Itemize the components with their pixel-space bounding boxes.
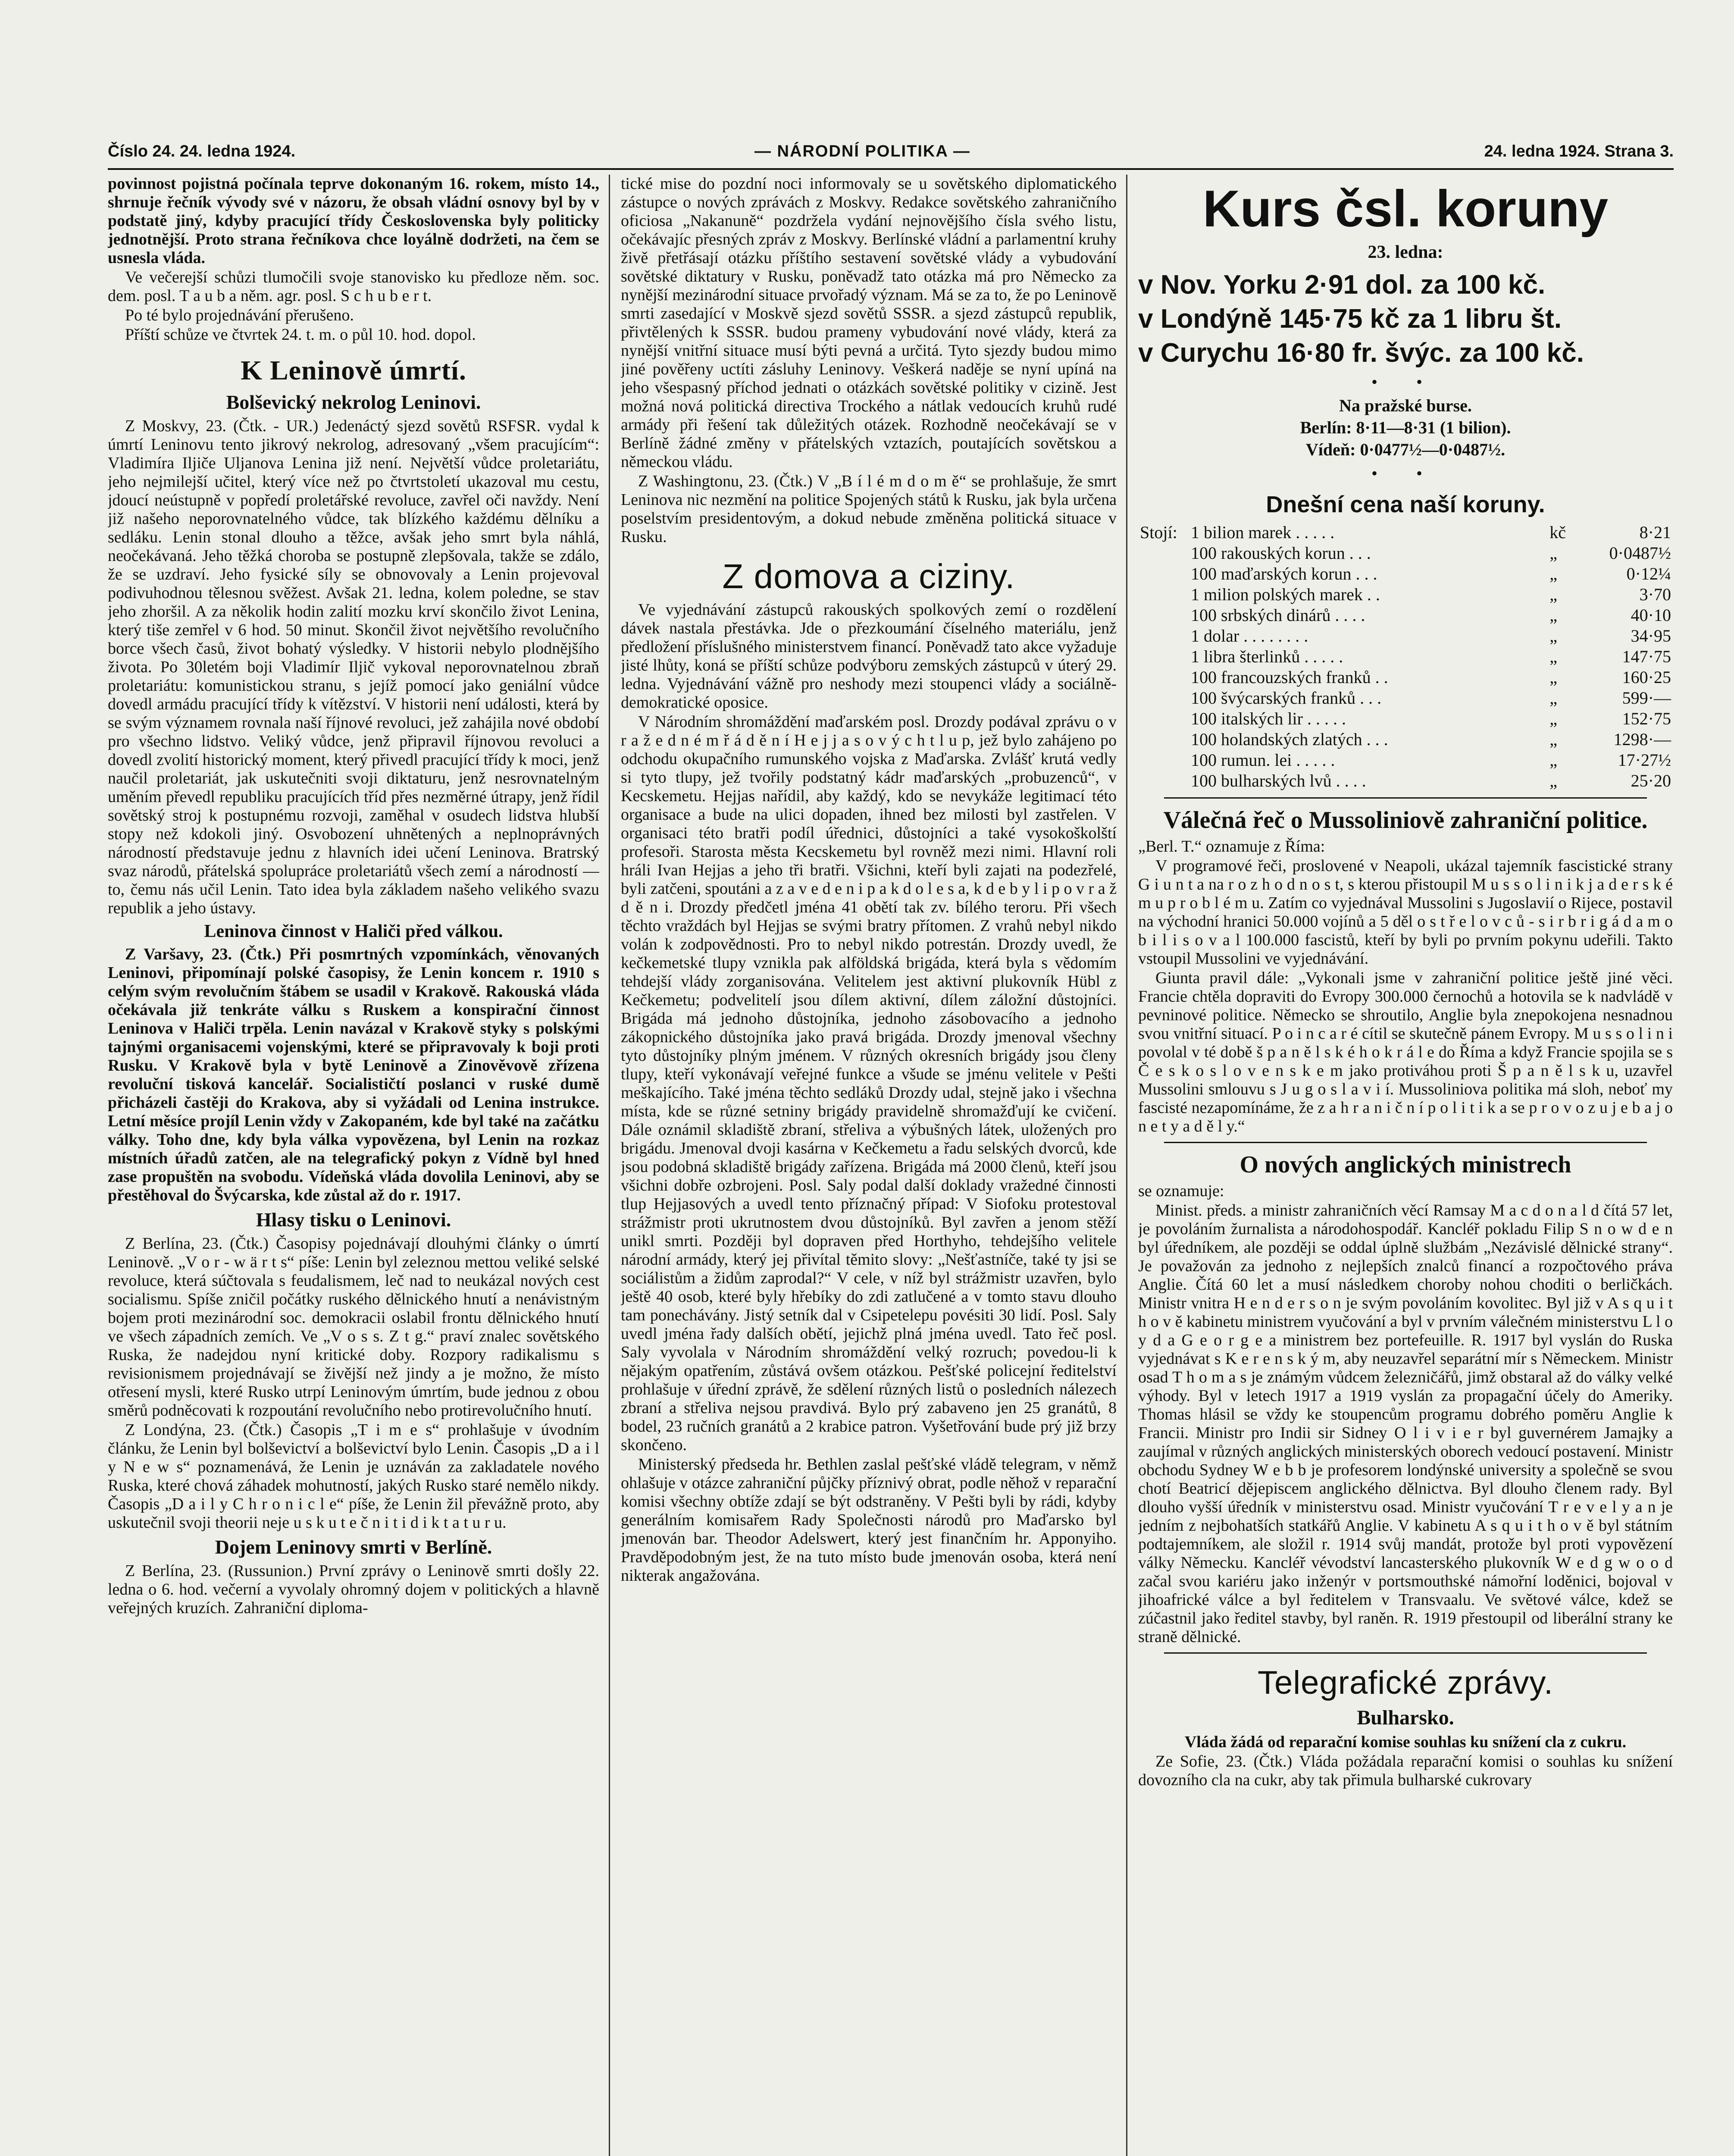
- currency-row: [1138, 646, 1673, 667]
- currency-name: 100 rakouských korun . . .: [1191, 543, 1371, 563]
- column-3: [1138, 175, 1673, 2156]
- paragraph: povinnost pojistná počínala teprve dokonaným 16. rokem, místo 14., shrnuje řečník vývody své v názoru, že obsah vládní osnovy byl by v podstatě jiný, kdyby pracující třídy Československa byly politicky jednotnější. Proto strana řečníkova chce loyálně dodržeti, na čem se usnesla vláda.: [108, 175, 599, 267]
- burse-title: Na pražské burse.: [1339, 396, 1472, 415]
- paragraph: Z Londýna, 23. (Čtk.) Časopis „T i m e s“ prohlašuje v úvodním článku, že Lenin byl bolševictví a bolševictví bylo Lenin. Časopis „D a i l y N e w s“ poznamenává, že Lenin je uznáván za zakladatele nového Ruska, které chová záhadek mohutností, jakých Rusko staré nemělo nikdy. Časopis „D a i l y C h r o n i c l e“ píše, že Lenin žil převážně proto, aby uskutečnil svoji theorii neje u s k u t e č n i t i d i k t a t u r u.: [108, 1421, 599, 1532]
- exchange-rate-title: Kurs čsl. koruny: [1202, 180, 1609, 238]
- headline: Z domova a ciziny.: [722, 557, 1015, 595]
- masthead: — NÁRODNÍ POLITIKA —: [754, 142, 970, 160]
- row-label: [1138, 605, 1189, 626]
- paragraph: Ve večerejší schůzi tlumočili svoje stanovisko ku předloze něm. soc. dem. posl. T a u b a něm. agr. posl. S c h u b e r t.: [108, 268, 599, 305]
- row-label: [1138, 584, 1189, 605]
- paragraph: Minist. předs. a ministr zahraničních věcí Ramsay M a c d o n a l d čítá 57 let, je povoláním žurnalista a národohospodář. Kancléř pokladu Filip S n o w d e n byl úředníkem, ale později se oddal úplně službám „Nezávislé dělnické strany“. Je považován za jednoho z nejlepších znalců financí a rozpočtového práva Anglie. Čítá 60 let a musí následkem choroby nohou choditi o berličkách. Ministr vnitra H e n d e r s o n je svým povoláním kovolitec. Byl již v A s q u i t h o v ě kabinetu ministrem vyučování a byl v prvním válečném ministerstvu L l o y d a G e o r g e a ministrem bez portefeuille. R. 1917 byl vyslán do Ruska vyjednávat s K e r e n s k ý m, aby neuzavřel separátní mír s Německem. Ministr osad T h o m a s je známým vůdcem železničářů, jimž obstaral až do války velké výhody. Byl v letech 1917 a 1919 vyslán za propagační účely do Ameriky. Thomas hlásil se vždy ke stoupencům programu dobrého poměru Anglie k Francii. Ministr pro Indii sir Sidney O l i v i e r byl guvernérem Jamajky a zaujímal v různých anglických ministerských oborech vedoucí postavení. Ministr obchodu Sydney W e b b je profesorem londýnské university a společně se svou chotí Beatricí dějepiscem anglického dělnictva. Byl dlouho členem rady. Byl dlouho vyšší úředník v ministerstvu osad. Ministr vyučování T r e v e l y a n je jedním z nejbohatších statkářů Anglie. V kabinetu A s q u i t h o v ě byl státním podtajemníkem, ale složil r. 1914 svůj mandát, protože byl proti vypovězení války Německu. Kancléř vévodství lancasterského plukovník W e d g w o o d začal svou kariéru jako inženýr v portsmouthské námořní loděnici, bojoval v jihoafrické válce a byl ředitelem v Transvaalu. Ve světové válce, kdež se zúčastnil jako ředitel stavby, byl raněn. R. 1919 přestoupil od liberální strany ke straně dělnické.: [1138, 1201, 1673, 1646]
- currency-value: 152·75: [1622, 709, 1671, 728]
- currency-value: 147·75: [1622, 647, 1671, 666]
- headline: Válečná řeč o Mussoliniově zahraniční politice.: [1163, 807, 1648, 834]
- header-rule: [108, 168, 1674, 170]
- currency-unit: „: [1549, 543, 1557, 563]
- burse-vienna: Vídeň: 0·0477½—0·0487½.: [1305, 440, 1506, 459]
- currency-row: [1138, 750, 1673, 771]
- subheadline: Leninova činnost v Haliči před válkou.: [204, 921, 503, 941]
- paragraph: Ministerský předseda hr. Bethlen zaslal pešťské vládě telegram, v němž ohlašuje v otázce zahraniční půjčky příznivý obrat, podle něhož v reparační komisi všechny obtíže zdají se být odstraněny. V Pešti byli by rádi, kdyby generálním komisařem Rady Společnosti národů pro Maďarsko byl jmenován bar. Theodor Adelswert, který jest finančním hr. Apponyiho. Pravděpodobným jest, že na tuto místo bude jmenován osoba, která není nikterak angažována.: [621, 1455, 1117, 1585]
- currency-name: 100 holandských zlatých . . .: [1191, 730, 1388, 749]
- currency-value: 25·20: [1631, 771, 1671, 790]
- paragraph: V Národním shromáždění maďarském posl. Drozdy podával zprávu o v r a ž e d n é m ř á d ě n í H e j j a s o v ý c h t l u p, jež bylo zahájeno po odchodu okupačního rumunského vojska z Maďarska. Zvlášť krutá vedly si tyto tlupy, jež tvořily podstatný kádr maďarských „probuzenců“, v Kecskemetu. Hejjas nařídil, aby každý, kdo se nevykáže legitimací této organisace a bude na ulici dopaden, ihned bez milosti byl zastřelen. V organisaci této bratři podíl úřednici, důstojníci a také vysokoškolští profesoři. Starosta města Kecskemetu byl rovněž mezi nimi. Hlavní roli hráli Ivan Hejjas a jeho tři bratři. Všichni, kteří byli zajati na podezřelé, byli zatčeni, spoutáni a z a v e d e n i p a k d o l e s a, k d e b y l i p o v r a ž d ě n i. Drozdy předčetl jména 41 obětí tak zv. bílého teroru. Při všech těchto vraždách byl Hejjas se svými bratry přítomen. Z vrahů nebyl nikdo volán k zodpovědnosti. Pro to nebyl nikdo potrestán. Drozdy uvedl, že kečkemetské tlupy vznikla pak alföldská brigáda, která byla s vědomím tehdejší vlády zorganisována. Velitelem jest aktivní plukovník Hübl z Kečkemetu; podvelitelí jsou dílem aktivní, dílem záložní důstojníci. Brigáda má jednoho důstojníka, jednoho zásobovacího a jednoho zákopnického důstojníka jako pravá brigáda. Drozdy jmenoval všechny tyto důstojníky plným jménem. V různých okresních brigády jsou členy tlupy, kteří vykonávají veřejné funkce a všude se jménu velitele v Pešti meškajícího. Také jména těchto sedláků Drozdy udal, stejně jako i všechna místa, kde se různé setniny brigády pravidelně shromažďují ke cvičení. Dále oznámil skladiště zbraní, střeliva a výbušných látek, uložených pro brigádu. Jmenoval dvoji kasárna v Kečkemetu a řadu selských dvorců, kde jsou podobná skladiště brigády zařízena. Brigáda má 2000 členů, kteří jsou všichni dobře ozbrojeni. Posl. Saly podal další doklady vražedné činnosti tlup Hejjasových a uvedl tento příznačný případ: V Siofoku protestoval strážmistr proti ukrutnostem dvou důstojníků. Byl zavřen a jenom stěží unikl smrti. Později byl dopraven před Horthyho, tehdejšího velitele národní armády, který jej přivítal těmito slovy: „Nešťastníče, také ty jsi se sociálistům a židům zaprodal?“ V cele, v níž byl strážmistr uzavřen, bylo ještě 40 osob, které byly hřebíky do zdi zatlučené a v tomto stavu dlouho tam ponechávány. Jistý setník dal v Csipetelepu povésiti 30 lidí. Posl. Saly uvedl jména řady dalších obětí, jejichž plná jména uvedl. Tato řeč posl. Saly vyvolala v Národním shromáždění velký rozruch; povedou-li k nějakým opatřením, zůstává ovšem otázkou. Pešťské policejní ředitelství prohlašuje v úřední zprávě, že sdělení různých listů o posledních nálezech zbraní a střeliva nejsou pravdivá. Bylo prý zabaveno jen 25 granátů, 8 bodel, 23 ručních granátů a 2 krabice patron. Vyšetřování bude prý již brzy skončeno.: [621, 713, 1117, 1454]
- currency-table-title: Dnešní cena naší koruny.: [1266, 492, 1545, 517]
- paragraph: Příští schůze ve čtvrtek 24. t. m. o půl 10. hod. dopol.: [125, 326, 476, 344]
- currency-unit: „: [1549, 585, 1557, 604]
- exchange-rate-line: v Nov. Yorku 2·91 dol. za 100 kč.: [1138, 270, 1546, 300]
- currency-value: 17·27½: [1618, 750, 1671, 770]
- paragraph: „Berl. T.“ oznamuje z Říma:: [1138, 837, 1325, 856]
- paragraph: tické mise do pozdní noci informovaly se u sovětského diplomatického zástupce o nových zprávách z Moskvy. Redakce sovětského zahraničního oficiosa „Nakanuně“ pozdržela vydání nejnovějšího čísla svého listu, očekávajíc přesných zpráv z Moskvy. Berlínské vládní a parlamentní kruhy živě přetřásají otázku příštího sestavení sovětské vlády a vybudování sovětské diktatury v Rusku, poněvadž tato otázka má pro Německo za nynější mezinárodní situace prvořadý význam. Má se za to, že po Leninově smrti zasedající v Moskvě sjezd sovětů SSSR. a sjezd zástupců republik, přivtělených k SSSR. budou prameny vybudování nové vlády, která za nynější vnitřní situace musí býti pevná a určitá. Tyto sjezdy budou mimo jiné pověřeny uctíti zásluhy Leninovy. Veškerá naděje se nyní upíná na jeho všespasný příchod jednati o otázkách sovětské politiky v cizině. Jest možná nová politická directiva Trockého a nátlak vedoucích kruhů rudé armády při řešení tak důležitých otázek. Rozhodně neočekávají se v Berlíně žádné změny v přátelských vztazích, poutajících sovětskou a německou vládu.: [621, 175, 1117, 471]
- currency-unit: „: [1549, 605, 1557, 625]
- currency-table: [1138, 522, 1673, 791]
- currency-value: 160·25: [1622, 667, 1671, 687]
- row-label: [1138, 667, 1189, 688]
- currency-name: 1 milion polských marek . .: [1191, 585, 1380, 604]
- currency-unit: „: [1549, 667, 1557, 687]
- row-label: [1138, 564, 1189, 584]
- row-label: Stojí:: [1140, 523, 1177, 542]
- row-label: [1138, 688, 1189, 708]
- currency-value: 0·12¼: [1626, 564, 1671, 583]
- subheadline: Bolševický nekrolog Leninovi.: [226, 391, 481, 413]
- paragraph: se oznamuje:: [1138, 1182, 1224, 1200]
- currency-row: [1138, 522, 1673, 543]
- currency-value: 40·10: [1631, 605, 1671, 625]
- issue-number: Číslo 24. 24. ledna 1924.: [108, 142, 296, 160]
- ornament: • •: [1371, 464, 1440, 483]
- currency-value: 0·0487½: [1609, 543, 1671, 563]
- currency-unit: „: [1549, 730, 1557, 749]
- row-label: [1138, 708, 1189, 729]
- currency-name: 100 maďarských korun . . .: [1191, 564, 1377, 583]
- currency-row: [1138, 667, 1673, 688]
- exchange-rate-line: v Londýně 145·75 kč za 1 libru št.: [1138, 304, 1562, 334]
- exchange-rate-date: 23. ledna:: [1368, 242, 1443, 262]
- subheadline: Vláda žádá od reparační komise souhlas ku snížení cla z cukru.: [1184, 1733, 1627, 1751]
- currency-unit: „: [1549, 564, 1557, 583]
- column-2: [621, 175, 1117, 2156]
- subheadline: Hlasy tisku o Leninovi.: [256, 1209, 451, 1231]
- currency-row: [1138, 708, 1673, 729]
- currency-row: [1138, 688, 1673, 708]
- subheadline: Dojem Leninovy smrti v Berlíně.: [215, 1536, 492, 1558]
- currency-row: [1138, 564, 1673, 584]
- column-1: [108, 175, 599, 2156]
- exchange-rate-line: v Curychu 16·80 fr. švýc. za 100 kč.: [1138, 338, 1584, 368]
- row-label: [1138, 750, 1189, 771]
- subheadline: Bulharsko.: [1357, 1706, 1454, 1729]
- paragraph: Ve vyjednávání zástupců rakouských spolkových zemí o rozdělení dávek nastala přestávka. Jde o přezkoumání číselného materiálu, jenž předložení příslušného ministerstvem financí. Poněvadž tato akce vyžaduje jisté lhůty, koná se příští schůze podvýboru zemských zástupců v úterý 29. ledna. Vyjednávání vážně pro neshody mezi stoupenci vlády a sociálně-demokratické oposice.: [621, 601, 1117, 711]
- divider: [1164, 797, 1647, 799]
- currency-row: [1138, 626, 1673, 646]
- row-label: [1138, 646, 1189, 667]
- currency-row: [1138, 605, 1673, 626]
- headline: O nových anglických ministrech: [1239, 1151, 1571, 1178]
- currency-value: 599·—: [1622, 688, 1671, 708]
- paragraph: Z Moskvy, 23. (Čtk. - UR.) Jedenáctý sjezd sovětů RSFSR. vydal k úmrtí Leninovu tento jikrový nekrolog, adresovaný „všem pracujícím“: Vladimíra Iljiče Uljanova Lenina již není. Největší vůdce proletariátu, jeho nejmilejší učitel, který více než po čtvrtstoletí ukazoval mu cestu, jdoucí neústupně v popředí proletářské revoluce, zavřel oči navždy. Není již našeho neporovnatelného vůdce, tak blízkého každému dělníku a sedláku. Lenin stonal dlouho a těžce, avšak jeho smrt byla náhlá, neočekávaná. Jeho těžká choroba se postupně zlepšovala, takže se zdálo, že se uzdraví. Jeho fysické síly se obnovovaly a Lenin projevoval podivuhodnou tělesnou svěžest. Avšak 21. ledna, kolem poledne, se stav jeho zhoršil. A za několik hodin zalití mozku krví skončilo život Lenina, který tiše zemřel v 6 hod. 50 minut. Skončil život největšího revolučního borce všech časů, život bohatý výsledky. V historii nebylo plodnějšího života. Po 30letém boji Vladimír Iljič vykoval neporovnatelnou zbraň proletariátu: komunistickou stranu, s jejíž pomocí jako geniální vůdce dovedl armádu pracující třídy k vítězství. V historii není události, která by se svým významem rovnala naší říjnové revoluci, jež zahájila nové období pro všechno lidstvo. Veliký vůdce, jenž připravil říjnovou revoluci a dovedl zvolití historický moment, který přivedl pracující třídy k moci, jenž naučil proletariát, jak uskutečniti svoji diktaturu, jenž nesrovnatelným uměním převedl republiku pracujících tříd přes nezměrné útrapy, jenž řídil sovětský stroj k postupnému rozvoji, zaměhal v osudech lidstva hlubší stopy než kdokoli jiný. Osvobození uhnětených a neplnoprávných národností představuje jednu z hlavních idei učení Leninova. Bratrský svaz národů, přátelská spolupráce proletariátů všech zemí a národností — to, čemu nás učil Lenin. Tato idea byla základem našeho velikého svazu republik a jeho ústavy.: [108, 417, 599, 917]
- paragraph: Giunta pravil dále: „Vykonali jsme v zahraniční politice ještě jiné věci. Francie chtěla dopraviti do Evropy 300.000 černochů a hotovila se k nadvládě v pevninové politice. Německo se shroutilo, Anglie byla znepokojena nesnadnou svou vnitřní situací. P o i n c a r é cítil se skutečně pánem Evropy. M u s s o l i n i povolal v té době š p a n ě l s k é h o k r á l e do Říma a když Francie spojila se s Č e s k o s l o v e n s k e m jako protiváhou proti Š p a n ě l s k u, uzavřel Mussolini smlouvu s J u g o s l a v i í. Mussoliniova politika má sloh, neboť my fascisté nezapomínáme, že z a h r a n i č n í p o l i t i k a se p r o v o z u j e b a j o n e t y a d ě l y.“: [1138, 969, 1673, 1135]
- currency-name: 100 rumun. lei . . . . .: [1191, 750, 1335, 770]
- paragraph: Z Berlína, 23. (Russunion.) První zprávy o Leninově smrti došly 22. ledna o 6. hod. večerní a vyvolaly ohromný dojem v politických a hlavně veřejných kruzích. Zahraniční diploma-: [108, 1562, 599, 1617]
- currency-name: 100 francouzských franků . .: [1191, 667, 1388, 687]
- currency-unit: „: [1549, 771, 1557, 790]
- column-divider: [609, 175, 610, 2156]
- currency-value: 8·21: [1639, 523, 1671, 542]
- currency-row: [1138, 584, 1673, 605]
- currency-value: 34·95: [1631, 626, 1671, 646]
- column-divider: [1126, 175, 1127, 2156]
- headline: K Leninově úmrtí.: [241, 355, 466, 385]
- currency-unit: „: [1549, 688, 1557, 708]
- currency-value: 3·70: [1639, 585, 1671, 604]
- currency-value: 1298·—: [1613, 730, 1671, 749]
- ornament: • •: [1371, 372, 1440, 392]
- currency-name: 100 bulharských lvů . . . .: [1191, 771, 1366, 790]
- currency-row: [1138, 543, 1673, 564]
- currency-name: 100 italských lir . . . . .: [1191, 709, 1346, 728]
- row-label: [1138, 771, 1189, 791]
- currency-unit: kč: [1549, 523, 1566, 542]
- row-label: [1138, 729, 1189, 750]
- currency-unit: „: [1549, 750, 1557, 770]
- currency-name: 100 švýcarských franků . . .: [1191, 688, 1382, 708]
- currency-name: 1 bilion marek . . . . .: [1191, 523, 1335, 542]
- paragraph: Po té bylo projednávání přerušeno.: [125, 306, 354, 324]
- currency-row: [1138, 729, 1673, 750]
- currency-unit: „: [1549, 709, 1557, 728]
- currency-name: 100 srbských dinárů . . . .: [1191, 605, 1365, 625]
- divider: [1164, 1652, 1647, 1654]
- paragraph: Z Washingtonu, 23. (Čtk.) V „B í l é m d o m ě“ se prohlašuje, že smrt Leninova nic nezmění na politice Spojených států k Rusku, jak byla určena poselstvím presidentovým, a dokud nebude změněna politická situace v Rusku.: [621, 472, 1117, 546]
- paragraph: Z Berlína, 23. (Čtk.) Časopisy pojednávají dlouhými články o úmrtí Leninově. „V o r - w ä r t s“ píše: Lenin byl zeleznou mettou veliké selské revoluce, která súčtovala s feudalismem, leč nad to neukázal nových cest socialismu. Spíše zničil počátky ruského dělnického hnutí a nenávistným bojem proti mezinárodní soc. demokracii oslabil frontu dělnického hnutí ve všech západních zemích. Ve „V o s s. Z t g.“ praví znalec sovětského Ruska, že nadejdou nyní kritické doby. Rozpory radikalismu s revisionismem projednávají se živější než jindy a je možno, že místo otřesení mysli, které Rusko utrpí Leninovým úmrtím, bude jednou z obou směrů podněcovati k rozpoutání revolučního nebo protirevolučního hnutí.: [108, 1235, 599, 1420]
- currency-name: 1 dolar . . . . . . . .: [1191, 626, 1308, 646]
- currency-unit: „: [1549, 647, 1557, 666]
- row-label: [1138, 543, 1189, 564]
- paragraph: Ze Sofie, 23. (Čtk.) Vláda požádala reparační komisi o souhlas ku snížení dovozního cla na cukr, aby tak přimula bulharské cukrovary: [1138, 1752, 1673, 1789]
- page-number: 24. ledna 1924. Strana 3.: [1484, 142, 1674, 160]
- currency-unit: „: [1549, 626, 1557, 646]
- paragraph: V programové řeči, proslovené v Neapoli, ukázal tajemník fascistické strany G i u n t a na r o z h o d n o s t, s kterou přistoupil M u s s o l i n i k j a d e r s k é m u p r o b l é m u. Zatím co vyjednával Mussolini s Jugoslavií o Rijece, postavil na východní hranici 50.000 vojínů a 5 děl o s t ř e l o v c ů - s i r b r i g á d a m o b i l i s o v a l 100.000 fascistů, kteří by byli po prvním pokynu udeřili. Takto vstoupil Mussolini ve vyjednávání.: [1138, 857, 1673, 968]
- divider: [1164, 1142, 1647, 1143]
- currency-name: 1 libra šterlinků . . . . .: [1191, 647, 1343, 666]
- currency-row: [1138, 771, 1673, 791]
- row-label: [1138, 626, 1189, 646]
- burse-berlin: Berlín: 8·11—8·31 (1 bilion).: [1300, 418, 1511, 437]
- headline: Telegrafické zprávy.: [1258, 1664, 1553, 1701]
- paragraph: Z Varšavy, 23. (Čtk.) Při posmrtných vzpomínkách, věnovaných Leninovi, připomínají polské časopisy, že Lenin koncem r. 1910 s celým svým revolučním štábem se usadil v Krakově. Rakouská vláda očekávala již tenkráte válku s Ruskem a konspirační činnost Leninova v Haliči trpěla. Lenin navázal v Krakově styky s polskými tajnými organisacemi vojenskými, které se připravovaly k boji proti Rusku. V Krakově byla v bytě Leninově a Zinověvově zřízena revoluční tisková kancelář. Socialističtí poslanci v ruské dumě přicházeli častěji do Krakova, aby si vyžádali od Lenina instrukce. Letní měsíce projíl Lenin vždy v Zakopaném, kde byl také na začátku války. Toho dne, kdy byla válka vypovězena, byl Lenin na rozkaz místních úřadů zatčen, ale na telegrafický pokyn z Vídně byl hned zase propuštěn na svobodu. Vídeňská vláda dovolila Leninovi, aby se přestěhoval do Švýcarska, kde zůstal až do r. 1917.: [108, 945, 599, 1204]
